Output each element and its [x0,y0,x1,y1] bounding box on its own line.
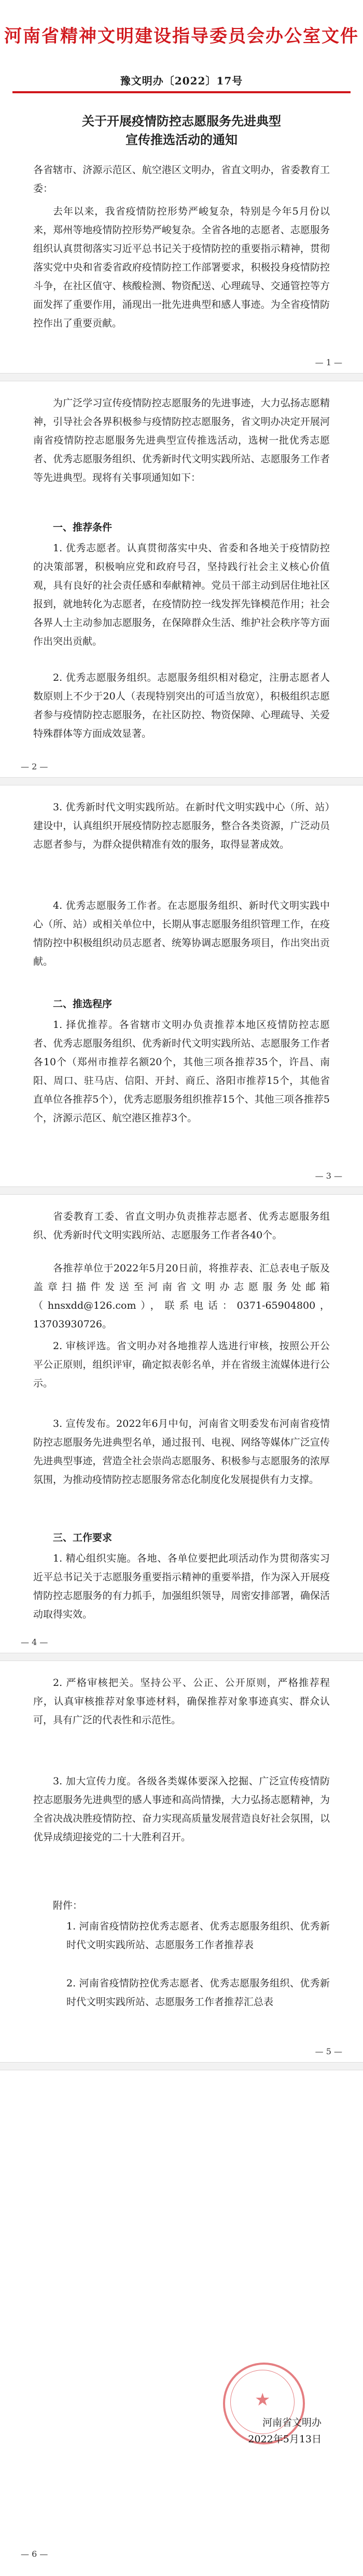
page-number: — 4 — [21,1637,48,1647]
page-break [0,1653,363,1661]
notice-title-line-1: 关于开展疫情防控志愿服务先进典型 [82,113,281,128]
page-number: — 6 — [21,2549,48,2559]
notice-title-line-2: 宣传推选活动的通知 [125,132,238,147]
requirement-3: 3. 加大宣传力度。各级各类媒体要深入挖掘、广泛宣传疫情防控志愿服务先进典型的感人事迹和高尚情操，大力弘扬志愿精神，为全省决战决胜疫情防控、奋力实现高质量发展营造良好社会氛围，以优异成绩迎接党的二十大胜利召开。 [33,1776,330,1843]
requirement-2: 2. 严格审核把关。坚持公平、公正、公开原则，严格推荐程序，认真审核推荐对象事迹材料，确保推荐对象事迹真实、群众认可，具有广泛的代表性和示范性。 [33,1677,330,1726]
signature-org: 河南省文明办 [262,2417,322,2428]
procedure-1: 1. 择优推荐。各省辖市文明办负责推荐本地区疫情防控志愿者、优秀志愿服务组织、优秀新时代文明实践所站、志愿服务工作者各10个（郑州市推荐名额20个，其他三项各推荐35个，许昌、南阳、周口、驻马店、信阳、开封、商丘、洛阳市推荐15个，其他省直单位各推荐5个），优秀志愿服务组织推荐15个、其他三项各推荐5个，济源示范区、航空港区推荐3个。 [33,1019,330,1124]
condition-1: 1. 优秀志愿者。认真贯彻落实中央、省委和各地关于疫情防控的决策部署，积极响应党和政府号召，坚持践行社会主义核心价值观，具有良好的社会责任感和奉献精神。党员干部主动到居住地社区报到，就地转化为志愿者，在疫情防控一线发挥先锋模范作用；社会各界人士主动参加志愿服务，在保障群众生活、维护社会秩序等方面作出突出贡献。 [33,542,330,647]
document-number: 豫文明办〔2022〕17号 [120,75,243,87]
section-heading-1: 一、推荐条件 [53,522,113,533]
salutation: 各省辖市、济源示范区、航空港区文明办，省直文明办，省委教育工委： [33,164,330,194]
page-break [0,2062,363,2070]
page-number: — 5 — [315,2047,342,2056]
page-break [0,1186,363,1195]
page-number: — 3 — [315,1171,342,1181]
condition-4: 4. 优秀志愿服务工作者。在志愿服务组织、新时代文明实践中心（所、站）或相关单位中，长期从事志愿服务组织管理工作，在疫情防控中积极组织动员志愿者、统筹协调志愿服务项目，作出突出贡献。 [33,900,330,967]
masthead: 河南省精神文明建设指导委员会办公室文件 [4,26,359,47]
requirement-1: 1. 精心组织实施。各地、各单位要把此项活动作为贯彻落实习近平总书记关于志愿服务重要指示精神的重要举措，作为深入开展疫情防控志愿服务的有力抓手，加强组织领导，周密安排部署，确保活动取得实效。 [33,1553,330,1620]
section-heading-3: 三、工作要求 [53,1532,113,1543]
procedure-1-deadline: 各推荐单位于2022年5月20日前，将推荐表、汇总表电子版及盖章扫描件发送至河南省文明办志愿服务处邮箱（hnsxdd@126.com），联系电话：0371-65904800，13703930726。 [33,1263,330,1330]
section-heading-2: 二、推选程序 [53,998,113,1010]
star-icon: ★ [255,2389,271,2410]
procedure-2: 2. 审核评选。省文明办对各地推荐人选进行审核，按照公开公平公正原则，组织评审，确定拟表彰名单，并在省级主流媒体进行公示。 [33,1340,330,1389]
signature-date: 2022年5月13日 [248,2434,322,2445]
procedure-1-note: 省委教育工委、省直文明办负责推荐志愿者、优秀志愿服务组织、优秀新时代文明实践所站、志愿服务工作者各40个。 [33,1211,330,1241]
condition-2: 2. 优秀志愿服务组织。志愿服务组织相对稳定，注册志愿者人数原则上不少于20人（表现特别突出的可适当放宽），积极组织志愿者参与疫情防控志愿服务，在社区防控、物资保障、心理疏导、关爱特殊群体等方面成效显著。 [33,672,330,739]
red-divider-line [12,91,351,93]
page-break [0,373,363,381]
procedure-3: 3. 宣传发布。2022年6月中旬，河南省文明委发布河南省疫情防控志愿服务先进典型名单，通过报刊、电视、网络等媒体广泛宣传先进典型事迹，营造全社会崇尚志愿服务、积极参与志愿服务的浓厚氛围，为推动疫情防控志愿服务常态化制度化发展提供有力支撑。 [33,1418,330,1485]
page-break [0,777,363,785]
condition-3: 3. 优秀新时代文明实践所站。在新时代文明实践中心（所、站）建设中，认真组织开展疫情防控志愿服务，整合各类资源，广泛动员志愿者参与，为群众提供精准有效的服务，取得显著成效。 [33,802,330,850]
page-number: — 1 — [315,357,342,367]
signature-block [248,2414,322,2448]
page-number: — 2 — [21,762,48,771]
attachment-item-2: 2. 河南省疫情防控优秀志愿者、优秀志愿服务组织、优秀新时代文明实践所站、志愿服务工作者推荐汇总表 [66,1978,330,2008]
attachments-label: 附件： [53,1900,83,1911]
attachment-item-1: 1. 河南省疫情防控优秀志愿者、优秀志愿服务组织、优秀新时代文明实践所站、志愿服务工作者推荐表 [66,1921,330,1951]
paragraph-purpose: 为广泛学习宣传疫情防控志愿服务的先进事迹，大力弘扬志愿精神，引导社会各界积极参与疫情防控志愿服务，省文明办决定开展河南省疫情防控志愿服务先进典型宣传推选活动，选树一批优秀志愿者、优秀志愿服务组织、优秀新时代文明实践所站、志愿服务工作者等先进典型。现将有关事项通知如下： [33,397,330,483]
paragraph-intro: 去年以来，我省疫情防控形势严峻复杂，特别是今年5月份以来，郑州等地疫情防控形势严峻复杂。全省各地的志愿者、志愿服务组织认真贯彻落实习近平总书记关于疫情防控的重要指示精神，贯彻落实党中央和省委省政府疫情防控工作部署要求，积极投身疫情防控斗争，在社区值守、核酸检测、物资配送、心理疏导、交通管控等方面发挥了重要作用，涌现出一批先进典型和感人事迹。为全省疫情防控作出了重要贡献。 [33,206,330,329]
